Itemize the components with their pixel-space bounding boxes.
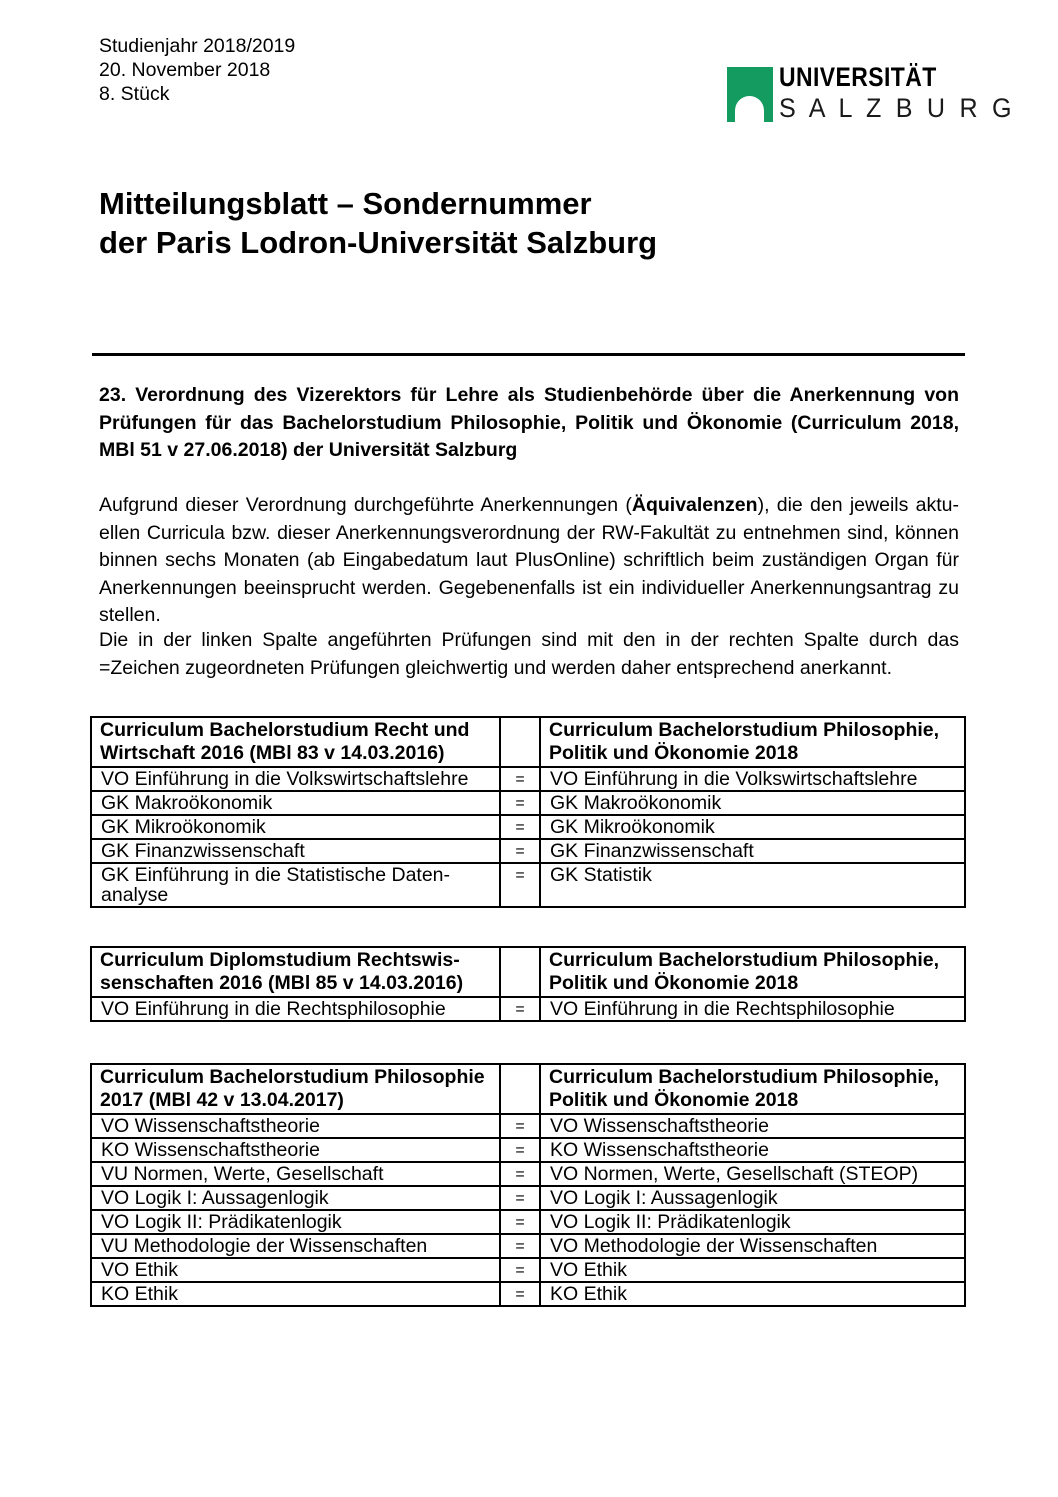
course-right: GK Statistik (540, 863, 965, 907)
course-right: VO Normen, Werte, Gesellschaft (STEOP) (540, 1162, 965, 1186)
logo-salzburg-text: S A L Z B U R G (779, 93, 1016, 123)
masthead-issue-block (99, 34, 295, 106)
course-left: GK Makroökonomik (91, 791, 500, 815)
equivalence-row (91, 1138, 965, 1162)
para1-after: ), die den jeweils aktuellen Curricula bzw. dieser Anerkennungsverordnung der RW-Fakultät zu entnehmen sind, können binnen sechs Monaten (ab Eingabedatum laut PlusOnline) schriftlich beim zuständigen Organ für Anerkennungen beeinsprucht werden. Gegebenenfalls ist ein individueller Anerkennungsantrag zu stellen. (99, 494, 959, 627)
equivalence-row (91, 863, 965, 907)
course-left: VU Methodologie der Wissenschaften (91, 1234, 500, 1258)
course-left: VO Logik II: Prädikatenlogik (91, 1210, 500, 1234)
course-right: VO Wissenschaftstheorie (540, 1114, 965, 1138)
equivalence-table (90, 1063, 966, 1307)
course-left: VO Ethik (91, 1258, 500, 1282)
decree-paragraph-2: Die in der linken Spalte angeführten Prüfungen sind mit den in der rechten Spalte durch das =Zeichen zugeordneten Prüfungen gleichwertig und werden daher entsprechend anerkannt. (99, 629, 959, 679)
header-left-curriculum: Curriculum Bachelorstudium Recht und Wirtschaft 2016 (MBl 83 v 14.03.2016) (91, 717, 500, 767)
equivalence-row (91, 1210, 965, 1234)
page-title (99, 184, 657, 262)
equivalence-row (91, 767, 965, 791)
course-right: VO Einführung in die Volkswirtschaftslehre (540, 767, 965, 791)
equivalence-table-diplomstudium-rechtswissenschaften (90, 946, 970, 1022)
equivalence-row (91, 1258, 965, 1282)
table-header-row (91, 1064, 965, 1114)
course-left: VO Einführung in die Rechtsphilosophie (91, 997, 500, 1021)
para1-bold-term: Äquivalenzen (631, 494, 758, 516)
equivalence-row (91, 997, 965, 1021)
equivalence-table-recht-und-wirtschaft (90, 716, 970, 908)
equals-sign: = (500, 815, 540, 839)
course-left: GK Mikroökonomik (91, 815, 500, 839)
course-left: KO Ethik (91, 1282, 500, 1306)
equals-sign: = (500, 791, 540, 815)
university-arch-icon (727, 67, 773, 122)
equals-sign: = (500, 1114, 540, 1138)
course-left: VO Einführung in die Volkswirtschaftslehre (91, 767, 500, 791)
equivalence-row (91, 1114, 965, 1138)
arch-shape (735, 96, 764, 122)
course-right: GK Makroökonomik (540, 791, 965, 815)
course-right: GK Finanzwissenschaft (540, 839, 965, 863)
course-left: VU Normen, Werte, Gesellschaft (91, 1162, 500, 1186)
equivalence-row (91, 791, 965, 815)
equals-sign: = (500, 1210, 540, 1234)
equivalence-row (91, 1282, 965, 1306)
course-right: VO Einführung in die Rechtsphilosophie (540, 997, 965, 1021)
decree-paragraph-1 (99, 492, 959, 630)
course-left: GK Finanzwissenschaft (91, 839, 500, 863)
header-equals-spacer (500, 1064, 540, 1114)
equals-sign: = (500, 1162, 540, 1186)
header-right-curriculum: Curriculum Bachelorstudium Philosophie, Politik und Ökonomie 2018 (540, 947, 965, 997)
header-equals-spacer (500, 947, 540, 997)
equivalence-row (91, 815, 965, 839)
course-right: KO Ethik (540, 1282, 965, 1306)
decree-heading: 23. Verordnung des Vizerektors für Lehre als Studienbehörde über die Anerkennung von Prüfungen für das Bachelorstudium Philosophie, Politik und Ökonomie (Curriculum 2018, MBl 51 v 27.06.2018) der Universität Salzburg (99, 384, 959, 462)
issue-date: 20. November 2018 (99, 59, 271, 81)
equivalence-row (91, 839, 965, 863)
table-header-row (91, 717, 965, 767)
course-right: VO Ethik (540, 1258, 965, 1282)
equals-sign: = (500, 1234, 540, 1258)
logo-universitaet-text: UNIVERSITÄT (779, 62, 937, 92)
horizontal-divider (92, 353, 965, 356)
course-left: VO Wissenschaftstheorie (91, 1114, 500, 1138)
table-header-row (91, 947, 965, 997)
para1-before: Aufgrund dieser Verordnung durchgeführte Anerkennungen ( (99, 494, 632, 516)
header-right-curriculum: Curriculum Bachelorstudium Philosophie, Politik und Ökonomie 2018 (540, 1064, 965, 1114)
equivalence-row (91, 1186, 965, 1210)
course-left: KO Wissenschaftstheorie (91, 1138, 500, 1162)
header-left-curriculum: Curriculum Diplomstudium Rechtswissenschaften 2016 (MBl 85 v 14.03.2016) (91, 947, 500, 997)
equivalence-table (90, 946, 966, 1022)
equals-sign: = (500, 839, 540, 863)
course-right: GK Mikroökonomik (540, 815, 965, 839)
issue-number: 8. Stück (99, 83, 170, 105)
course-left: VO Logik I: Aussagenlogik (91, 1186, 500, 1210)
equals-sign: = (500, 1186, 540, 1210)
equals-sign: = (500, 1282, 540, 1306)
course-right: KO Wissenschaftstheorie (540, 1138, 965, 1162)
page-title-line2: der Paris Lodron-Universität Salzburg (99, 225, 658, 260)
equivalence-table (90, 716, 966, 908)
university-salzburg-logo (727, 62, 1016, 130)
equivalence-row (91, 1234, 965, 1258)
equals-sign: = (500, 1258, 540, 1282)
course-right: VO Logik I: Aussagenlogik (540, 1186, 965, 1210)
equivalence-row (91, 1162, 965, 1186)
course-left: GK Einführung in die Statistische Datenanalyse (91, 863, 500, 907)
header-left-curriculum: Curriculum Bachelorstudium Philosophie 2017 (MBl 42 v 13.04.2017) (91, 1064, 500, 1114)
header-right-curriculum: Curriculum Bachelorstudium Philosophie, Politik und Ökonomie 2018 (540, 717, 965, 767)
course-right: VO Logik II: Prädikatenlogik (540, 1210, 965, 1234)
course-right: VO Methodologie der Wissenschaften (540, 1234, 965, 1258)
page-title-line1: Mitteilungsblatt – Sondernummer (99, 186, 592, 221)
header-equals-spacer (500, 717, 540, 767)
equals-sign: = (500, 997, 540, 1021)
issue-study-year: Studienjahr 2018/2019 (99, 35, 296, 57)
equals-sign: = (500, 767, 540, 791)
equals-sign: = (500, 863, 540, 907)
equals-sign: = (500, 1138, 540, 1162)
equivalence-table-bachelor-philosophie (90, 1063, 970, 1307)
